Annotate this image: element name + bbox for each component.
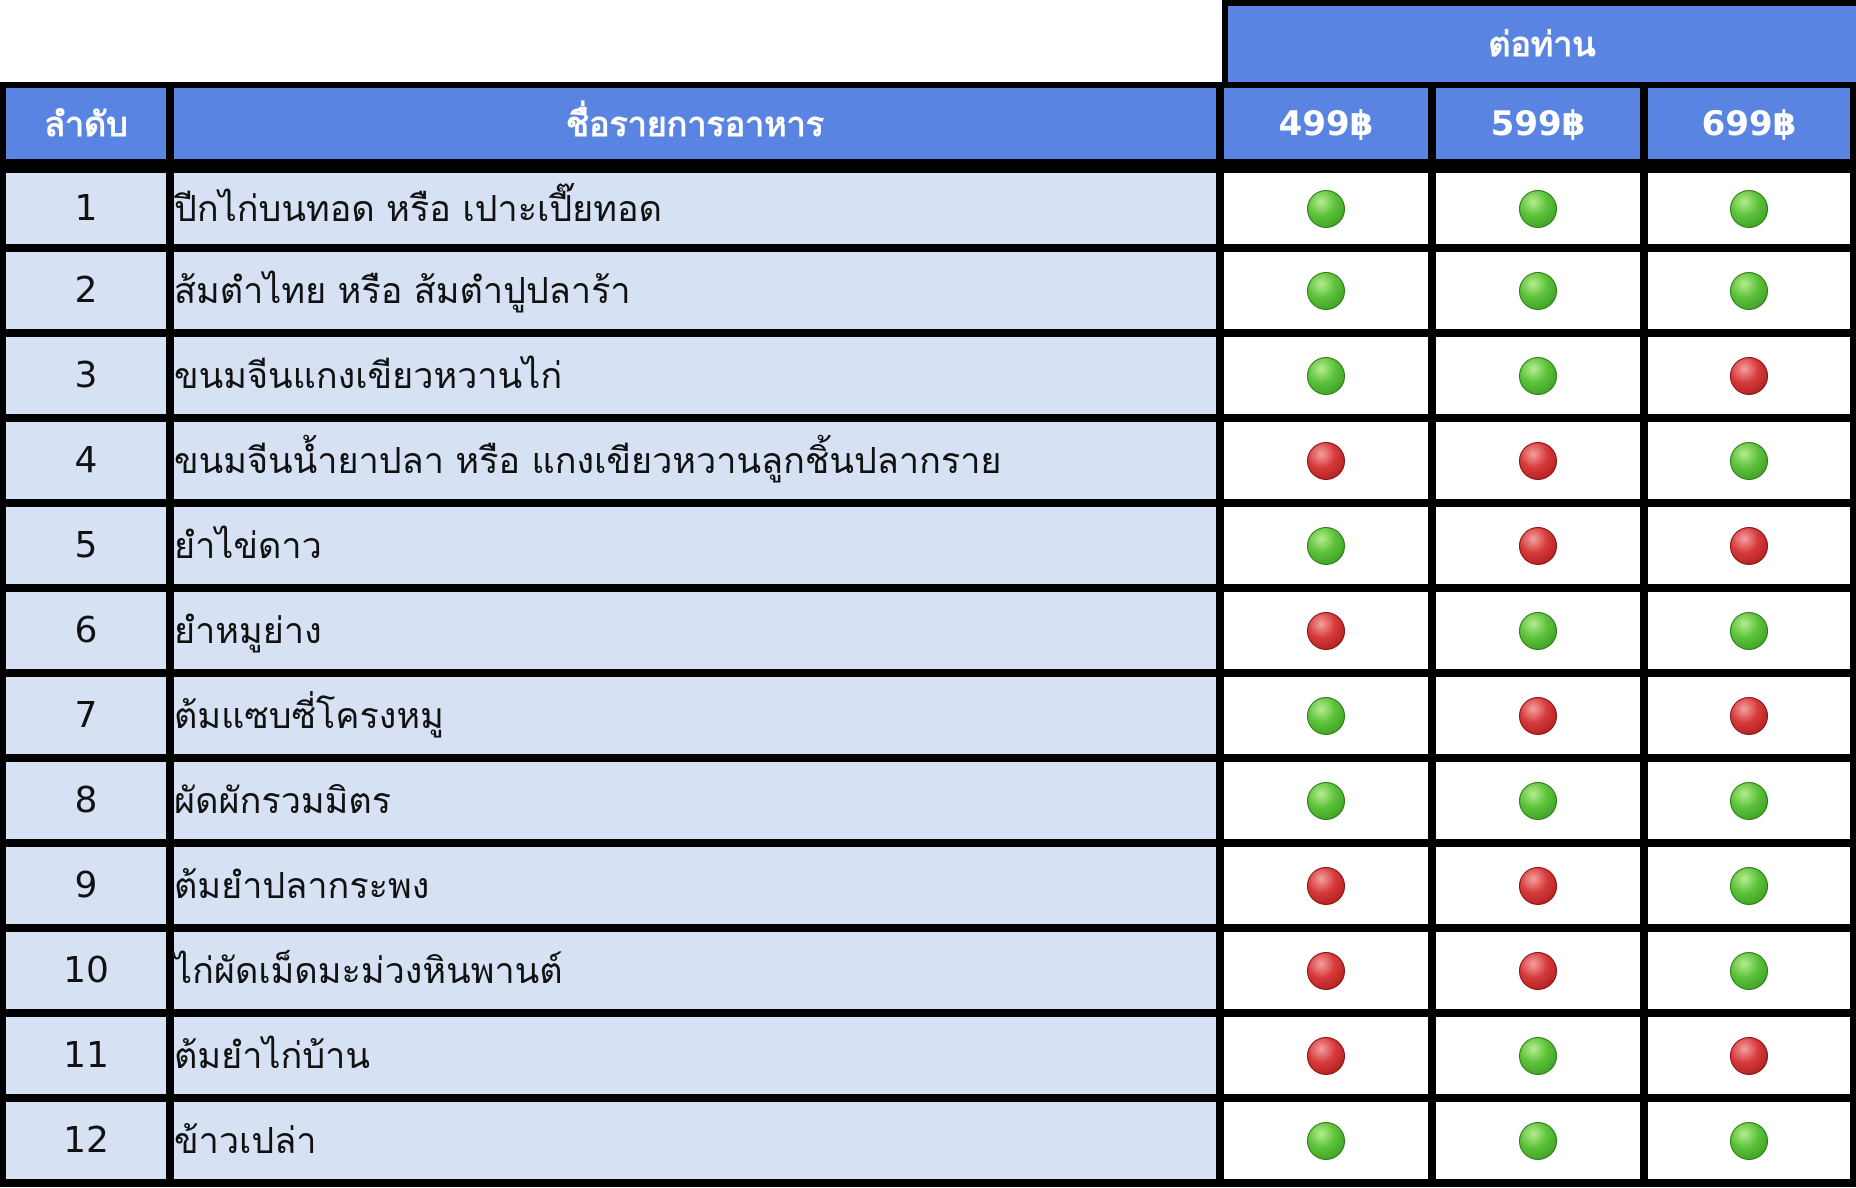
table-row: [0, 592, 1856, 677]
availability-cell: [1436, 592, 1648, 677]
green-dot-icon: [1519, 190, 1557, 228]
availability-cell: [1648, 507, 1856, 592]
red-dot-icon: [1519, 527, 1557, 565]
table-row: [0, 252, 1856, 337]
red-dot-icon: [1519, 952, 1557, 990]
per-person-header: [1222, 0, 1856, 88]
green-dot-icon: [1307, 782, 1345, 820]
availability-cell: [1224, 167, 1436, 252]
green-dot-icon: [1307, 1122, 1345, 1160]
availability-cell: [1224, 592, 1436, 677]
green-dot-icon: [1730, 442, 1768, 480]
row-number: 6: [0, 592, 174, 677]
table-row: [0, 762, 1856, 847]
availability-cell: [1436, 1017, 1648, 1102]
availability-cell: [1436, 507, 1648, 592]
col-header-tier-599: 599฿: [1436, 82, 1648, 167]
dish-name: ขนมจีนแกงเขียวหวานไก่: [174, 337, 1224, 422]
availability-cell: [1224, 677, 1436, 762]
dish-name: ขนมจีนน้ำยาปลา หรือ แกงเขียวหวานลูกชิ้นปลากราย: [174, 422, 1224, 507]
table-row: [0, 167, 1856, 252]
availability-cell: [1224, 422, 1436, 507]
dish-name: ส้มตำไทย หรือ ส้มตำปูปลาร้า: [174, 252, 1224, 337]
availability-cell: [1436, 1102, 1648, 1187]
row-number: 2: [0, 252, 174, 337]
red-dot-icon: [1730, 357, 1768, 395]
col-header-no: ลำดับ: [0, 82, 174, 167]
red-dot-icon: [1519, 442, 1557, 480]
dish-name: ต้มยำปลากระพง: [174, 847, 1224, 932]
availability-cell: [1224, 847, 1436, 932]
red-dot-icon: [1307, 612, 1345, 650]
table-body: [0, 167, 1856, 1187]
table-row: [0, 337, 1856, 422]
availability-cell: [1224, 932, 1436, 1017]
green-dot-icon: [1730, 867, 1768, 905]
availability-cell: [1648, 762, 1856, 847]
red-dot-icon: [1307, 442, 1345, 480]
availability-cell: [1224, 762, 1436, 847]
header-row: [0, 82, 1856, 167]
dish-name: ไก่ผัดเม็ดมะม่วงหินพานต์: [174, 932, 1224, 1017]
dish-name: ปีกไก่บนทอด หรือ เปาะเปี๊ยทอด: [174, 167, 1224, 252]
green-dot-icon: [1730, 272, 1768, 310]
availability-cell: [1224, 337, 1436, 422]
red-dot-icon: [1519, 697, 1557, 735]
col-header-tier-499: 499฿: [1224, 82, 1436, 167]
table-row: [0, 677, 1856, 762]
availability-cell: [1224, 1102, 1436, 1187]
availability-cell: [1648, 337, 1856, 422]
availability-cell: [1224, 1017, 1436, 1102]
col-header-tier-699: 699฿: [1648, 82, 1856, 167]
green-dot-icon: [1730, 190, 1768, 228]
table-row: [0, 1102, 1856, 1187]
red-dot-icon: [1307, 867, 1345, 905]
green-dot-icon: [1519, 612, 1557, 650]
green-dot-icon: [1519, 1037, 1557, 1075]
row-number: 8: [0, 762, 174, 847]
availability-cell: [1436, 337, 1648, 422]
green-dot-icon: [1730, 782, 1768, 820]
row-number: 4: [0, 422, 174, 507]
availability-cell: [1648, 677, 1856, 762]
row-number: 1: [0, 167, 174, 252]
dish-name: ผัดผักรวมมิตร: [174, 762, 1224, 847]
green-dot-icon: [1730, 1122, 1768, 1160]
availability-cell: [1648, 1017, 1856, 1102]
green-dot-icon: [1519, 782, 1557, 820]
green-dot-icon: [1307, 527, 1345, 565]
dish-name: ต้มยำไก่บ้าน: [174, 1017, 1224, 1102]
dish-name: ต้มแซบซี่โครงหมู: [174, 677, 1224, 762]
availability-cell: [1436, 847, 1648, 932]
green-dot-icon: [1307, 272, 1345, 310]
green-dot-icon: [1730, 952, 1768, 990]
availability-cell: [1436, 932, 1648, 1017]
row-number: 11: [0, 1017, 174, 1102]
dish-name: ยำหมูย่าง: [174, 592, 1224, 677]
menu-table: [0, 82, 1856, 1187]
availability-cell: [1436, 167, 1648, 252]
row-number: 3: [0, 337, 174, 422]
availability-cell: [1648, 932, 1856, 1017]
green-dot-icon: [1519, 272, 1557, 310]
dish-name: ข้าวเปล่า: [174, 1102, 1224, 1187]
availability-cell: [1436, 422, 1648, 507]
green-dot-icon: [1519, 1122, 1557, 1160]
col-header-name: ชื่อรายการอาหาร: [174, 82, 1224, 167]
green-dot-icon: [1307, 190, 1345, 228]
row-number: 7: [0, 677, 174, 762]
table-row: [0, 507, 1856, 592]
availability-cell: [1648, 847, 1856, 932]
red-dot-icon: [1730, 527, 1768, 565]
availability-cell: [1224, 252, 1436, 337]
row-number: 10: [0, 932, 174, 1017]
availability-cell: [1648, 252, 1856, 337]
availability-cell: [1436, 762, 1648, 847]
dish-name: ยำไข่ดาว: [174, 507, 1224, 592]
availability-cell: [1648, 422, 1856, 507]
table-row: [0, 422, 1856, 507]
per-person-header-label: ต่อท่าน: [1228, 6, 1856, 82]
red-dot-icon: [1307, 1037, 1345, 1075]
availability-cell: [1648, 167, 1856, 252]
availability-cell: [1436, 252, 1648, 337]
availability-cell: [1648, 592, 1856, 677]
table-row: [0, 847, 1856, 932]
table-row: [0, 932, 1856, 1017]
row-number: 12: [0, 1102, 174, 1187]
availability-cell: [1648, 1102, 1856, 1187]
red-dot-icon: [1519, 867, 1557, 905]
availability-cell: [1436, 677, 1648, 762]
green-dot-icon: [1519, 357, 1557, 395]
row-number: 9: [0, 847, 174, 932]
red-dot-icon: [1730, 1037, 1768, 1075]
green-dot-icon: [1307, 697, 1345, 735]
green-dot-icon: [1307, 357, 1345, 395]
red-dot-icon: [1307, 952, 1345, 990]
green-dot-icon: [1730, 612, 1768, 650]
red-dot-icon: [1730, 697, 1768, 735]
availability-cell: [1224, 507, 1436, 592]
table-row: [0, 1017, 1856, 1102]
row-number: 5: [0, 507, 174, 592]
